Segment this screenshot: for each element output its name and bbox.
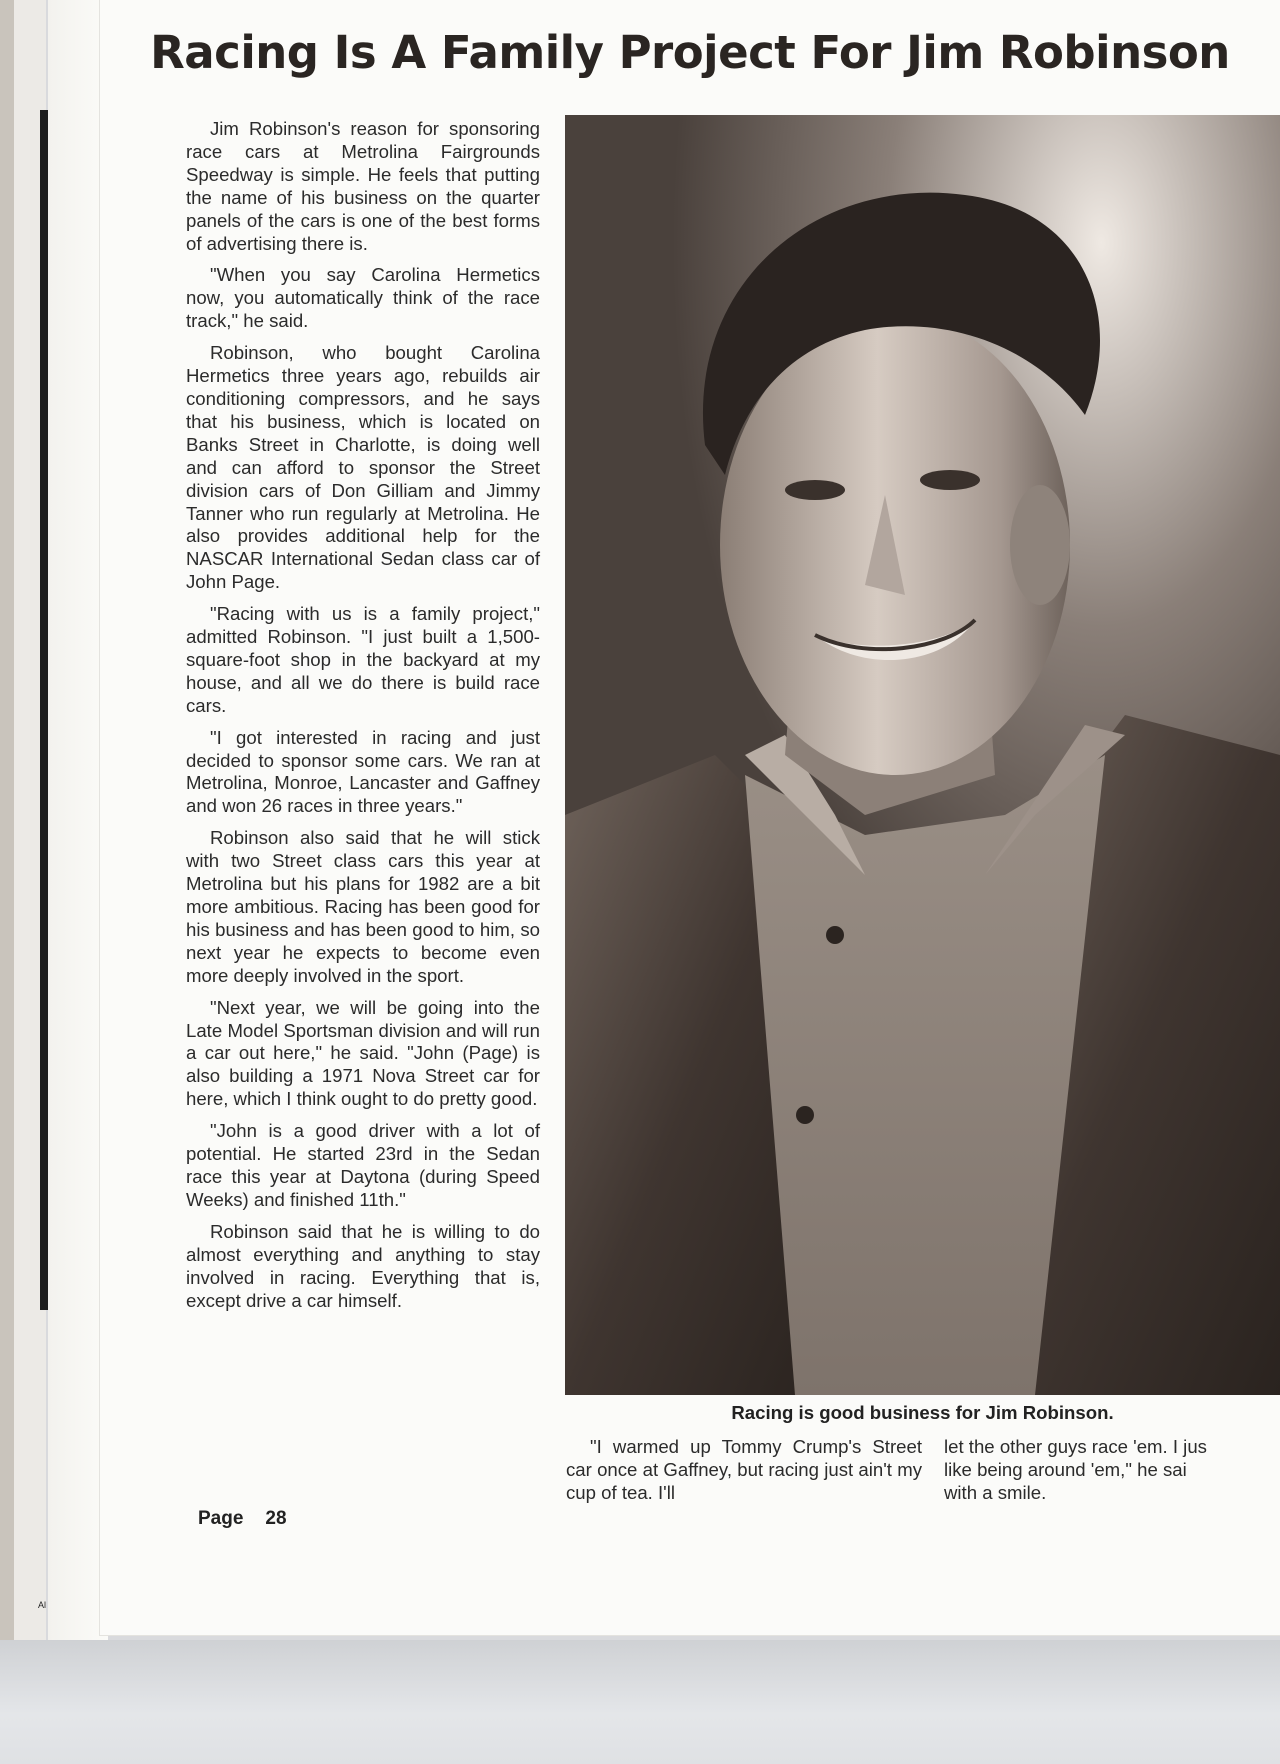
scan-background bbox=[0, 1640, 1280, 1764]
page-number-value: 28 bbox=[265, 1508, 287, 1529]
article-paragraph: Jim Robinson's reason for sponsoring race cars at Metrolina Fairgrounds Speedway is simple. He feels that putting the name of his business on the quarter panels of the cars is one of the best forms of advertising there is. bbox=[186, 118, 540, 254]
article-line: with a smile. bbox=[944, 1481, 1047, 1503]
article-paragraph: "I got interested in racing and just decided to sponsor some cars. We ran at Metrolina, Monroe, Lancaster and Gaffney and won 26 races in three years." bbox=[186, 726, 540, 817]
article-headline: Racing Is A Family Project For Jim Robinson bbox=[150, 26, 1230, 79]
binding-edge bbox=[0, 0, 14, 1640]
margin-mark: Al bbox=[38, 1600, 47, 1610]
photo-caption: Racing is good business for Jim Robinson. bbox=[731, 1402, 1114, 1423]
previous-page-edge bbox=[40, 110, 48, 1310]
article-bottom-middle-column bbox=[566, 1436, 922, 1505]
portrait-illustration bbox=[565, 115, 1280, 1395]
article-paragraph: Robinson said that he is willing to do almost everything and anything to stay involved in racing. Everything that is, except drive a car himself. bbox=[186, 1220, 540, 1311]
article-line: let the other guys race 'em. I jus bbox=[944, 1436, 1207, 1457]
article-paragraph: "Racing with us is a family project," admitted Robinson. "I just built a 1,500-square-foot shop in the backyard at my house, and all we do there is build race cars. bbox=[186, 603, 540, 716]
article-paragraph: Robinson also said that he will stick with two Street class cars this year at Metrolina but his plans for 1982 are a bit more ambitious. Racing has been good for his business and has been good to him, so next year he expects to become even more deeply involved in the sport. bbox=[186, 827, 540, 986]
page-number bbox=[198, 1508, 287, 1530]
article-bottom-right-column bbox=[944, 1436, 1280, 1505]
page-label: Page bbox=[198, 1508, 244, 1529]
article-paragraph: "When you say Carolina Hermetics now, you automatically think of the race track," he said. bbox=[186, 264, 540, 332]
article-paragraph: "I warmed up Tommy Crump's Street car once at Gaffney, but racing just ain't my cup of tea. I'll bbox=[566, 1436, 922, 1503]
article-paragraph: "Next year, we will be going into the Late Model Sportsman division and will run a car out here," he said. "John (Page) is also building a 1971 Nova Street car for here, which I think ought to do pretty good. bbox=[186, 996, 540, 1110]
article-left-column bbox=[186, 118, 540, 1321]
portrait-photo bbox=[565, 115, 1280, 1395]
article-paragraph: "John is a good driver with a lot of potential. He started 23rd in the Sedan race this year at Daytona (during Speed Weeks) and finished 11th." bbox=[186, 1120, 540, 1210]
article-paragraph: Robinson, who bought Carolina Hermetics three years ago, rebuilds air conditioning compressors, and he says that his business, which is located on Banks Street in Charlotte, is doing well and can afford to sponsor the Street division cars of Don Gilliam and Jimmy Tanner who run regularly at Metrolina. He also provides additional help for the NASCAR International Sedan class car of John Page. bbox=[186, 342, 540, 593]
article-line: like being around 'em," he sai bbox=[944, 1458, 1187, 1480]
page-fold-shadow bbox=[48, 0, 108, 1640]
